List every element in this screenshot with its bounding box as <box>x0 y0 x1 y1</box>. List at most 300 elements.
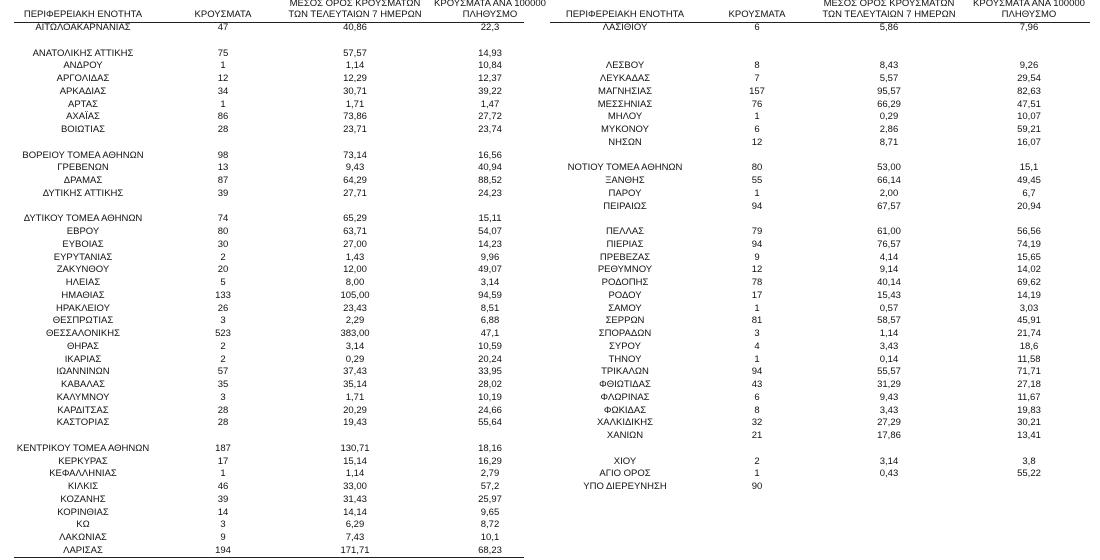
avg-cell: 1,71 <box>345 98 365 110</box>
rate-cell: 29,54 <box>1017 73 1041 84</box>
table-row <box>550 417 1100 429</box>
region-cell: ΠΕΛΛΑΣ <box>605 226 645 237</box>
avg-cell: 73,86 <box>343 111 367 123</box>
rate-cell: 27,72 <box>478 111 502 123</box>
cases-cell: 3 <box>220 315 226 327</box>
avg-cell: 73,14 <box>343 149 367 161</box>
avg-cell: 0,29 <box>879 111 899 123</box>
table-row <box>550 354 1100 366</box>
avg-cell: 23,43 <box>343 302 367 314</box>
table-row <box>0 303 550 315</box>
avg-cell: 40,86 <box>343 22 367 33</box>
cases-header: ΚΡΟΥΣΜΑΤΑ <box>194 9 252 20</box>
region-cell: ΛΑΚΩΝΙΑΣ <box>59 532 107 543</box>
rate-cell: 88,52 <box>478 175 502 186</box>
rate-cell: 30,21 <box>1017 417 1041 429</box>
cases-cell: 1 <box>754 468 760 480</box>
table-row <box>0 111 550 123</box>
region-cell: ΜΗΛΟΥ <box>607 111 643 123</box>
spacer-row <box>0 201 550 213</box>
avg-cell: 9,14 <box>879 264 899 276</box>
rate-cell: 21,74 <box>1017 328 1041 339</box>
avg-cell: 0,14 <box>879 353 899 365</box>
cases-cell: 21 <box>751 430 763 441</box>
region-cell: ΛΑΣΙΘΙΟΥ <box>602 22 648 33</box>
region-cell: ΚΕΡΚΥΡΑΣ <box>58 455 108 467</box>
cases-cell: 30 <box>217 238 229 250</box>
table-row <box>550 226 1100 238</box>
avg-cell: 0,57 <box>879 302 899 314</box>
region-cell: ΚΟΖΑΝΗΣ <box>60 493 106 505</box>
rate-cell: 20,94 <box>1017 200 1041 212</box>
cases-cell: 2 <box>754 455 760 467</box>
cases-cell: 26 <box>217 302 229 314</box>
avg-cell: 67,57 <box>877 200 901 212</box>
avg-cell: 2,86 <box>879 124 899 135</box>
region-cell: ΘΕΣΣΑΛΟΝΙΚΗΣ <box>46 328 120 339</box>
rate-cell: 24,66 <box>478 404 502 416</box>
rate-cell: 40,94 <box>478 162 502 174</box>
spacer-row <box>0 35 550 47</box>
cases-cell: 28 <box>217 417 229 429</box>
region-cell: ΝΟΤΙΟΥ ΤΟΜΕΑ ΑΘΗΝΩΝ <box>567 162 683 174</box>
avg-cell: 66,29 <box>877 98 901 110</box>
avg-cell: 76,57 <box>877 238 901 250</box>
rate-cell: 18,6 <box>1019 340 1039 352</box>
avg-cell: 5,86 <box>879 22 899 33</box>
region-cell: ΑΡΓΟΛΙΔΑΣ <box>56 73 110 84</box>
rate-cell: 16,07 <box>1017 136 1041 148</box>
table-row <box>550 405 1100 417</box>
cases-cell: 8 <box>754 404 760 416</box>
avg-cell: 14,14 <box>343 506 367 518</box>
avg-cell: 171,71 <box>340 544 370 556</box>
rate-cell: 9,96 <box>480 251 500 263</box>
rate-cell: 3,8 <box>1022 455 1036 467</box>
table-row <box>550 99 1100 111</box>
rate-cell: 9,65 <box>480 506 500 518</box>
region-cell: ΘΗΡΑΣ <box>66 340 100 352</box>
table-row <box>0 150 550 162</box>
cases-cell: 74 <box>217 213 229 225</box>
cases-cell: 57 <box>217 366 229 378</box>
table-row <box>0 252 550 264</box>
table-row <box>550 124 1100 136</box>
rate-cell: 33,95 <box>478 366 502 378</box>
rate-cell: 16,29 <box>478 455 502 467</box>
avg-cell: 8,00 <box>345 277 365 288</box>
rate-cell: 8,51 <box>480 302 500 314</box>
avg-header-line2: ΤΩΝ ΤΕΛΕΥΤΑΙΩΝ 7 ΗΜΕΡΩΝ <box>822 9 956 20</box>
cases-cell: 14 <box>217 506 229 518</box>
rate-cell: 25,97 <box>478 493 502 505</box>
cases-cell: 2 <box>220 353 226 365</box>
region-cell: ΖΑΚΥΝΘΟΥ <box>56 264 110 276</box>
cases-cell: 2 <box>220 340 226 352</box>
avg-cell: 5,57 <box>879 73 899 84</box>
cases-cell: 81 <box>751 315 763 327</box>
table-row <box>550 277 1100 289</box>
avg-cell: 17,86 <box>877 430 901 441</box>
region-cell: ΤΡΙΚΑΛΩΝ <box>601 366 649 378</box>
table-row <box>0 226 550 238</box>
avg-cell: 65,29 <box>343 213 367 225</box>
cases-cell: 86 <box>217 111 229 123</box>
avg-cell: 7,43 <box>345 532 365 543</box>
region-cell: ΚΑΒΑΛΑΣ <box>61 379 105 390</box>
left-table-header <box>0 0 550 22</box>
table-row <box>550 137 1100 149</box>
region-cell: ΜΕΣΣΗΝΙΑΣ <box>597 98 653 110</box>
avg-cell: 27,71 <box>343 187 367 199</box>
rate-cell: 71,71 <box>1017 366 1041 378</box>
region-cell: ΔΥΤΙΚΟΥ ΤΟΜΕΑ ΑΘΗΝΩΝ <box>23 213 143 225</box>
avg-cell: 95,57 <box>877 85 901 97</box>
rate-cell: 15,1 <box>1019 162 1039 174</box>
region-cell: ΧΑΛΚΙΔΙΚΗΣ <box>596 417 654 429</box>
cases-cell: 1 <box>754 302 760 314</box>
cases-cell: 6 <box>754 391 760 403</box>
region-cell: ΓΡΕΒΕΝΩΝ <box>57 162 109 174</box>
rate-cell: 14,02 <box>1017 264 1041 276</box>
table-row <box>0 519 550 531</box>
avg-cell: 61,00 <box>877 226 901 237</box>
avg-cell: 0,29 <box>345 353 365 365</box>
rate-cell: 11,67 <box>1017 391 1041 403</box>
region-cell: ΣΕΡΡΩΝ <box>605 315 645 327</box>
rate-cell: 69,62 <box>1017 277 1041 288</box>
cases-cell: 133 <box>215 289 231 301</box>
avg-cell: 63,71 <box>343 226 367 237</box>
avg-cell: 30,71 <box>343 85 367 97</box>
rate-cell: 12,37 <box>478 73 502 84</box>
rate-cell: 74,19 <box>1017 238 1041 250</box>
region-cell: ΛΑΡΙΣΑΣ <box>63 544 103 556</box>
region-header: ΠΕΡΙΦΕΡΕΙΑΚΗ ΕΝΟΤΗΤΑ <box>23 9 143 20</box>
table-row <box>550 303 1100 315</box>
table-row <box>0 22 550 34</box>
rate-cell: 7,96 <box>1019 22 1039 33</box>
avg-header-line1: ΜΕΣΟΣ ΟΡΟΣ ΚΡΟΥΣΜΑΤΩΝ <box>823 0 955 9</box>
table-row <box>550 86 1100 98</box>
table-row <box>0 341 550 353</box>
avg-cell: 35,14 <box>343 379 367 390</box>
rate-cell: 3,03 <box>1019 302 1039 314</box>
table-row <box>0 73 550 85</box>
table-row <box>550 481 1100 493</box>
table-row <box>0 456 550 468</box>
region-cell: ΚΙΛΚΙΣ <box>67 481 99 492</box>
table-row <box>0 60 550 72</box>
region-cell: ΕΒΡΟΥ <box>66 226 100 237</box>
region-cell: ΝΗΣΩΝ <box>608 136 642 148</box>
cases-cell: 87 <box>217 175 229 186</box>
region-cell: ΡΟΔΟΥ <box>608 289 642 301</box>
rate-cell: 1,47 <box>480 98 500 110</box>
table-row <box>0 354 550 366</box>
rate-cell: 15,11 <box>478 213 502 225</box>
rate-cell: 47,1 <box>480 328 500 339</box>
rate-cell: 49,07 <box>478 264 502 276</box>
region-cell: ΗΜΑΘΙΑΣ <box>61 289 105 301</box>
region-cell: ΑΧΑΪΑΣ <box>66 111 100 123</box>
avg-cell: 27,29 <box>877 417 901 429</box>
avg-cell: 27,00 <box>343 238 367 250</box>
table-row <box>0 175 550 187</box>
cases-cell: 90 <box>751 481 763 492</box>
cases-header: ΚΡΟΥΣΜΑΤΑ <box>728 9 786 20</box>
spacer-row <box>0 430 550 442</box>
avg-cell: 2,29 <box>345 315 365 327</box>
avg-cell: 1,14 <box>879 328 899 339</box>
region-cell: ΠΙΕΡΙΑΣ <box>606 238 644 250</box>
table-row <box>550 22 1100 34</box>
cases-cell: 43 <box>751 379 763 390</box>
region-cell: ΠΑΡΟΥ <box>608 187 642 199</box>
cases-cell: 3 <box>220 391 226 403</box>
cases-cell: 20 <box>217 264 229 276</box>
avg-cell: 64,29 <box>343 175 367 186</box>
cases-cell: 2 <box>220 251 226 263</box>
region-cell: ΑΙΤΩΛΟΑΚΑΡΝΑΝΙΑΣ <box>35 22 131 33</box>
avg-cell: 19,43 <box>343 417 367 429</box>
table-row <box>0 494 550 506</box>
avg-cell: 6,29 <box>345 519 365 531</box>
region-cell: ΚΑΡΔΙΤΣΑΣ <box>57 404 109 416</box>
region-cell: ΒΟΙΩΤΙΑΣ <box>60 124 106 135</box>
rate-cell: 15,65 <box>1017 251 1041 263</box>
region-cell: ΦΩΚΙΔΑΣ <box>603 404 647 416</box>
table-row <box>0 264 550 276</box>
region-cell: ΤΗΝΟΥ <box>608 353 642 365</box>
rate-cell: 23,74 <box>478 124 502 135</box>
avg-cell: 3,43 <box>879 340 899 352</box>
cases-cell: 76 <box>751 98 763 110</box>
rate-cell: 2,79 <box>480 468 500 480</box>
rate-cell: 6,7 <box>1022 187 1036 199</box>
region-cell: ΦΛΩΡΙΝΑΣ <box>600 391 650 403</box>
table-row <box>0 379 550 391</box>
table-row <box>0 124 550 136</box>
cases-cell: 35 <box>217 379 229 390</box>
cases-cell: 8 <box>754 60 760 72</box>
avg-cell: 9,43 <box>345 162 365 174</box>
rate-header-line2: ΠΛΗΘΥΣΜΟ <box>1001 9 1057 20</box>
avg-cell: 8,71 <box>879 136 899 148</box>
region-cell: ΡΟΔΟΠΗΣ <box>601 277 649 288</box>
avg-cell: 57,57 <box>343 47 367 59</box>
cases-cell: 1 <box>754 187 760 199</box>
cases-cell: 12 <box>751 264 763 276</box>
avg-cell: 8,43 <box>879 60 899 72</box>
cases-cell: 9 <box>754 251 760 263</box>
avg-cell: 105,00 <box>340 289 370 301</box>
table-row <box>0 48 550 60</box>
cases-cell: 1 <box>220 468 226 480</box>
region-cell: ΡΕΘΥΜΝΟΥ <box>597 264 653 276</box>
avg-cell: 31,43 <box>343 493 367 505</box>
cases-cell: 4 <box>754 340 760 352</box>
region-cell: ΒΟΡΕΙΟΥ ΤΟΜΕΑ ΑΘΗΝΩΝ <box>22 149 144 161</box>
table-row <box>550 379 1100 391</box>
region-cell: ΜΥΚΟΝΟΥ <box>601 124 649 135</box>
region-cell: ΥΠΟ ΔΙΕΡΕΥΝΗΣΗ <box>583 481 667 492</box>
rate-cell: 49,45 <box>1017 175 1041 186</box>
cases-cell: 17 <box>751 289 763 301</box>
rate-cell: 28,02 <box>478 379 502 390</box>
avg-cell: 1,14 <box>345 468 365 480</box>
table-row <box>0 213 550 225</box>
cases-cell: 6 <box>754 124 760 135</box>
rate-cell: 8,72 <box>480 519 500 531</box>
avg-cell: 1,14 <box>345 60 365 72</box>
avg-cell: 20,29 <box>343 404 367 416</box>
cases-cell: 194 <box>215 544 231 556</box>
cases-cell: 5 <box>220 277 226 288</box>
cases-cell: 94 <box>751 366 763 378</box>
table-row <box>0 468 550 480</box>
avg-cell: 15,43 <box>877 289 901 301</box>
rate-cell: 10,19 <box>478 391 502 403</box>
cases-cell: 157 <box>749 85 765 97</box>
cases-cell: 17 <box>217 455 229 467</box>
cases-cell: 12 <box>751 136 763 148</box>
table-row <box>0 417 550 429</box>
cases-cell: 80 <box>751 162 763 174</box>
region-cell: ΞΑΝΘΗΣ <box>605 175 645 186</box>
region-cell: ΚΩ <box>76 519 90 531</box>
bottom-rule <box>14 557 524 558</box>
rate-cell: 10,07 <box>1017 111 1041 123</box>
cases-cell: 3 <box>220 519 226 531</box>
cases-cell: 78 <box>751 277 763 288</box>
region-header: ΠΕΡΙΦΕΡΕΙΑΚΗ ΕΝΟΤΗΤΑ <box>565 9 685 20</box>
cases-cell: 39 <box>217 187 229 199</box>
avg-cell: 130,71 <box>340 442 370 454</box>
avg-cell: 33,00 <box>343 481 367 492</box>
avg-cell: 3,14 <box>345 340 365 352</box>
cases-cell: 28 <box>217 124 229 135</box>
table-row <box>0 188 550 200</box>
region-cell: ΣΑΜΟΥ <box>608 302 642 314</box>
table-row <box>0 162 550 174</box>
table-row <box>0 315 550 327</box>
rate-cell: 20,24 <box>478 353 502 365</box>
table-row <box>550 73 1100 85</box>
table-row <box>0 481 550 493</box>
table-row <box>550 430 1100 442</box>
spacer-row <box>550 48 1100 60</box>
region-cell: ΚΕΦΑΛΛΗΝΙΑΣ <box>49 468 117 480</box>
table-row <box>550 239 1100 251</box>
region-cell: ΙΩΑΝΝΙΝΩΝ <box>56 366 110 378</box>
region-cell: ΑΝΔΡΟΥ <box>63 60 103 72</box>
rate-cell: 94,59 <box>478 289 502 301</box>
table-row <box>550 290 1100 302</box>
rate-cell: 24,23 <box>478 187 502 199</box>
avg-cell: 23,71 <box>343 124 367 135</box>
avg-header-line2: ΤΩΝ ΤΕΛΕΥΤΑΙΩΝ 7 ΗΜΕΡΩΝ <box>288 9 422 20</box>
rate-cell: 14,19 <box>1017 289 1041 301</box>
spacer-row <box>550 443 1100 455</box>
region-cell: ΔΥΤΙΚΗΣ ΑΤΤΙΚΗΣ <box>42 187 124 199</box>
cases-cell: 79 <box>751 226 763 237</box>
region-cell: ΦΘΙΩΤΙΔΑΣ <box>599 379 651 390</box>
table-row <box>550 252 1100 264</box>
region-cell: ΑΡΚΑΔΙΑΣ <box>59 85 107 97</box>
rate-cell: 9,26 <box>1019 60 1039 72</box>
region-cell: ΗΡΑΚΛΕΙΟΥ <box>56 302 110 314</box>
region-cell: ΧΙΟΥ <box>613 455 637 467</box>
cases-cell: 32 <box>751 417 763 429</box>
table-row <box>0 392 550 404</box>
rate-header-line2: ΠΛΗΘΥΣΜΟ <box>462 9 518 20</box>
rate-cell: 82,63 <box>1017 85 1041 97</box>
region-cell: ΘΕΣΠΡΩΤΙΑΣ <box>52 315 114 327</box>
table-row <box>550 201 1100 213</box>
table-row <box>0 405 550 417</box>
rate-header-line1: ΚΡΟΥΣΜΑΤΑ ΑΝΑ 100000 <box>973 0 1085 9</box>
table-row <box>550 162 1100 174</box>
cases-cell: 80 <box>217 226 229 237</box>
cases-cell: 187 <box>215 442 231 454</box>
region-cell: ΚΟΡΙΝΘΙΑΣ <box>57 506 109 518</box>
table-row <box>0 239 550 251</box>
rate-cell: 14,93 <box>478 47 502 59</box>
region-cell: ΣΠΟΡΑΔΩΝ <box>598 328 652 339</box>
rate-cell: 19,83 <box>1017 404 1041 416</box>
cases-cell: 3 <box>754 328 760 339</box>
region-cell: ΠΡΕΒΕΖΑΣ <box>599 251 651 263</box>
cases-cell: 1 <box>220 98 226 110</box>
cases-cell: 39 <box>217 493 229 505</box>
avg-cell: 15,14 <box>343 455 367 467</box>
right-table-header <box>550 0 1100 22</box>
avg-cell: 0,43 <box>879 468 899 480</box>
region-cell: ΑΓΙΟ ΟΡΟΣ <box>599 468 651 480</box>
region-cell: ΚΑΛΥΜΝΟΥ <box>56 391 110 403</box>
rate-cell: 3,14 <box>480 277 500 288</box>
table-row <box>550 175 1100 187</box>
region-cell: ΑΡΤΑΣ <box>68 98 98 110</box>
cases-cell: 94 <box>751 238 763 250</box>
table-row <box>0 99 550 111</box>
avg-cell: 1,43 <box>345 251 365 263</box>
rate-cell: 22,3 <box>480 22 500 33</box>
region-cell: ΚΑΣΤΟΡΙΑΣ <box>56 417 110 429</box>
table-row <box>550 315 1100 327</box>
cases-cell: 94 <box>751 200 763 212</box>
cases-cell: 1 <box>220 60 226 72</box>
table-row <box>550 328 1100 340</box>
avg-cell: 12,00 <box>343 264 367 276</box>
rate-cell: 57,2 <box>480 481 500 492</box>
region-cell: ΗΛΕΙΑΣ <box>65 277 101 288</box>
table-row <box>0 290 550 302</box>
avg-header-line1: ΜΕΣΟΣ ΟΡΟΣ ΚΡΟΥΣΜΑΤΩΝ <box>289 0 421 9</box>
rate-cell: 10,1 <box>480 532 500 543</box>
avg-cell: 40,14 <box>877 277 901 288</box>
cases-cell: 7 <box>754 73 760 84</box>
rate-cell: 10,59 <box>478 340 502 352</box>
avg-cell: 55,57 <box>877 366 901 378</box>
region-cell: ΠΕΙΡΑΙΩΣ <box>603 200 647 212</box>
cases-cell: 34 <box>217 85 229 97</box>
avg-cell: 1,71 <box>345 391 365 403</box>
table-row <box>550 366 1100 378</box>
avg-cell: 66,14 <box>877 175 901 186</box>
avg-cell: 4,14 <box>879 251 899 263</box>
